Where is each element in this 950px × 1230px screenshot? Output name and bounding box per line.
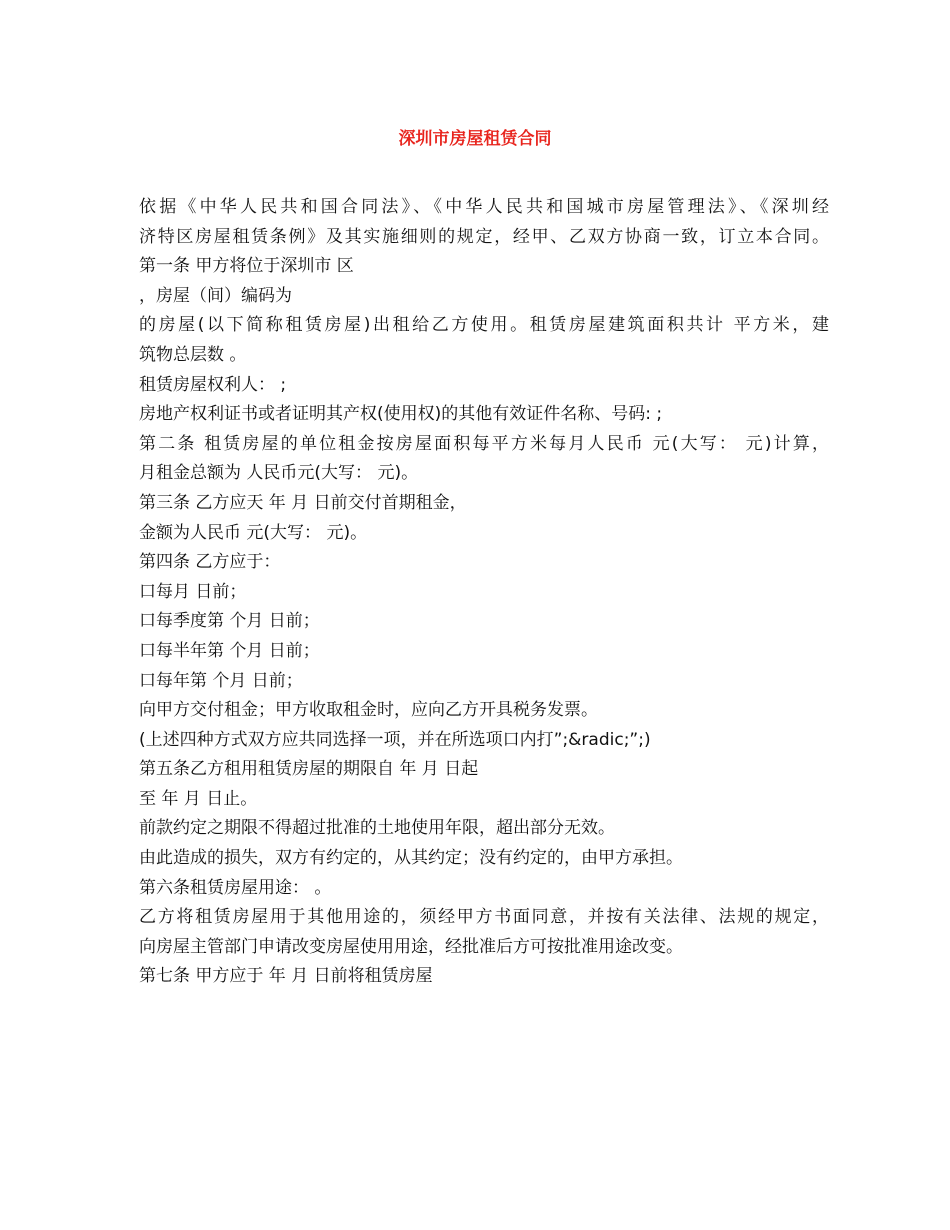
body-line: 筑物总层数 。 [139,344,247,365]
body-line: 口每季度第 个月 日前； [139,611,320,632]
document-body [139,193,829,992]
body-line: 租赁房屋权利人： ; [139,374,287,395]
body-line: 第四条 乙方应于： [139,552,281,573]
body-line: 第七条 甲方应于 年 月 日前将租赁房屋 [139,966,433,987]
body-line: 第五条乙方租用租赁房屋的期限自 年 月 日起 [139,759,479,780]
body-line: 前款约定之期限不得超过批准的土地使用年限，超出部分无效。 [139,818,615,839]
body-line: 第三条 乙方应天 年 月 日前交付首期租金， [139,492,467,513]
body-line: 济特区房屋租赁条例》及其实施细则的规定，经甲、乙双方协商一致，订立本合同。 [139,226,829,247]
body-line: 乙方将租赁房屋用于其他用途的，须经甲方书面同意，并按有关法律、法规的规定， [139,907,829,928]
body-line: (上述四种方式双方应共同选择一项，并在所选项口内打”;&radic;”;) [139,729,651,750]
document-title: 深圳市房屋租赁合同 [398,129,552,149]
body-line: 至 年 月 日止。 [139,788,258,809]
body-line: 口每月 日前； [139,581,247,602]
body-line: 金额为人民币 元(大写： 元)。 [139,522,368,543]
body-line: 依据《中华人民共和国合同法》、《中华人民共和国城市房屋管理法》、《深圳经 [139,197,829,217]
body-line: 口每半年第 个月 日前； [139,640,320,661]
body-line: 第一条 甲方将位于深圳市 区 [139,256,354,277]
body-line: 房地产权利证书或者证明其产权(使用权)的其他有效证件名称、号码: ; [139,404,663,425]
body-line: 向甲方交付租金；甲方收取租金时，应向乙方开具税务发票。 [139,700,598,721]
body-line: 的房屋(以下简称租赁房屋)出租给乙方使用。租赁房屋建筑面积共计 平方米，建 [139,315,829,336]
body-line: ，房屋（间）编码为 [139,285,292,306]
body-line: 由此造成的损失，双方有约定的，从其约定；没有约定的，由甲方承担。 [139,848,683,869]
body-line: 向房屋主管部门申请改变房屋使用用途，经批准后方可按批准用途改变。 [139,936,683,957]
body-line: 口每年第 个月 日前； [139,670,303,691]
body-line: 第六条租赁房屋用途： 。 [139,877,332,898]
body-line: 第二条 租赁房屋的单位租金按房屋面积每平方米每月人民币 元(大写： 元)计算， [139,433,829,454]
body-line: 月租金总额为 人民币元(大写： 元)。 [139,463,419,484]
